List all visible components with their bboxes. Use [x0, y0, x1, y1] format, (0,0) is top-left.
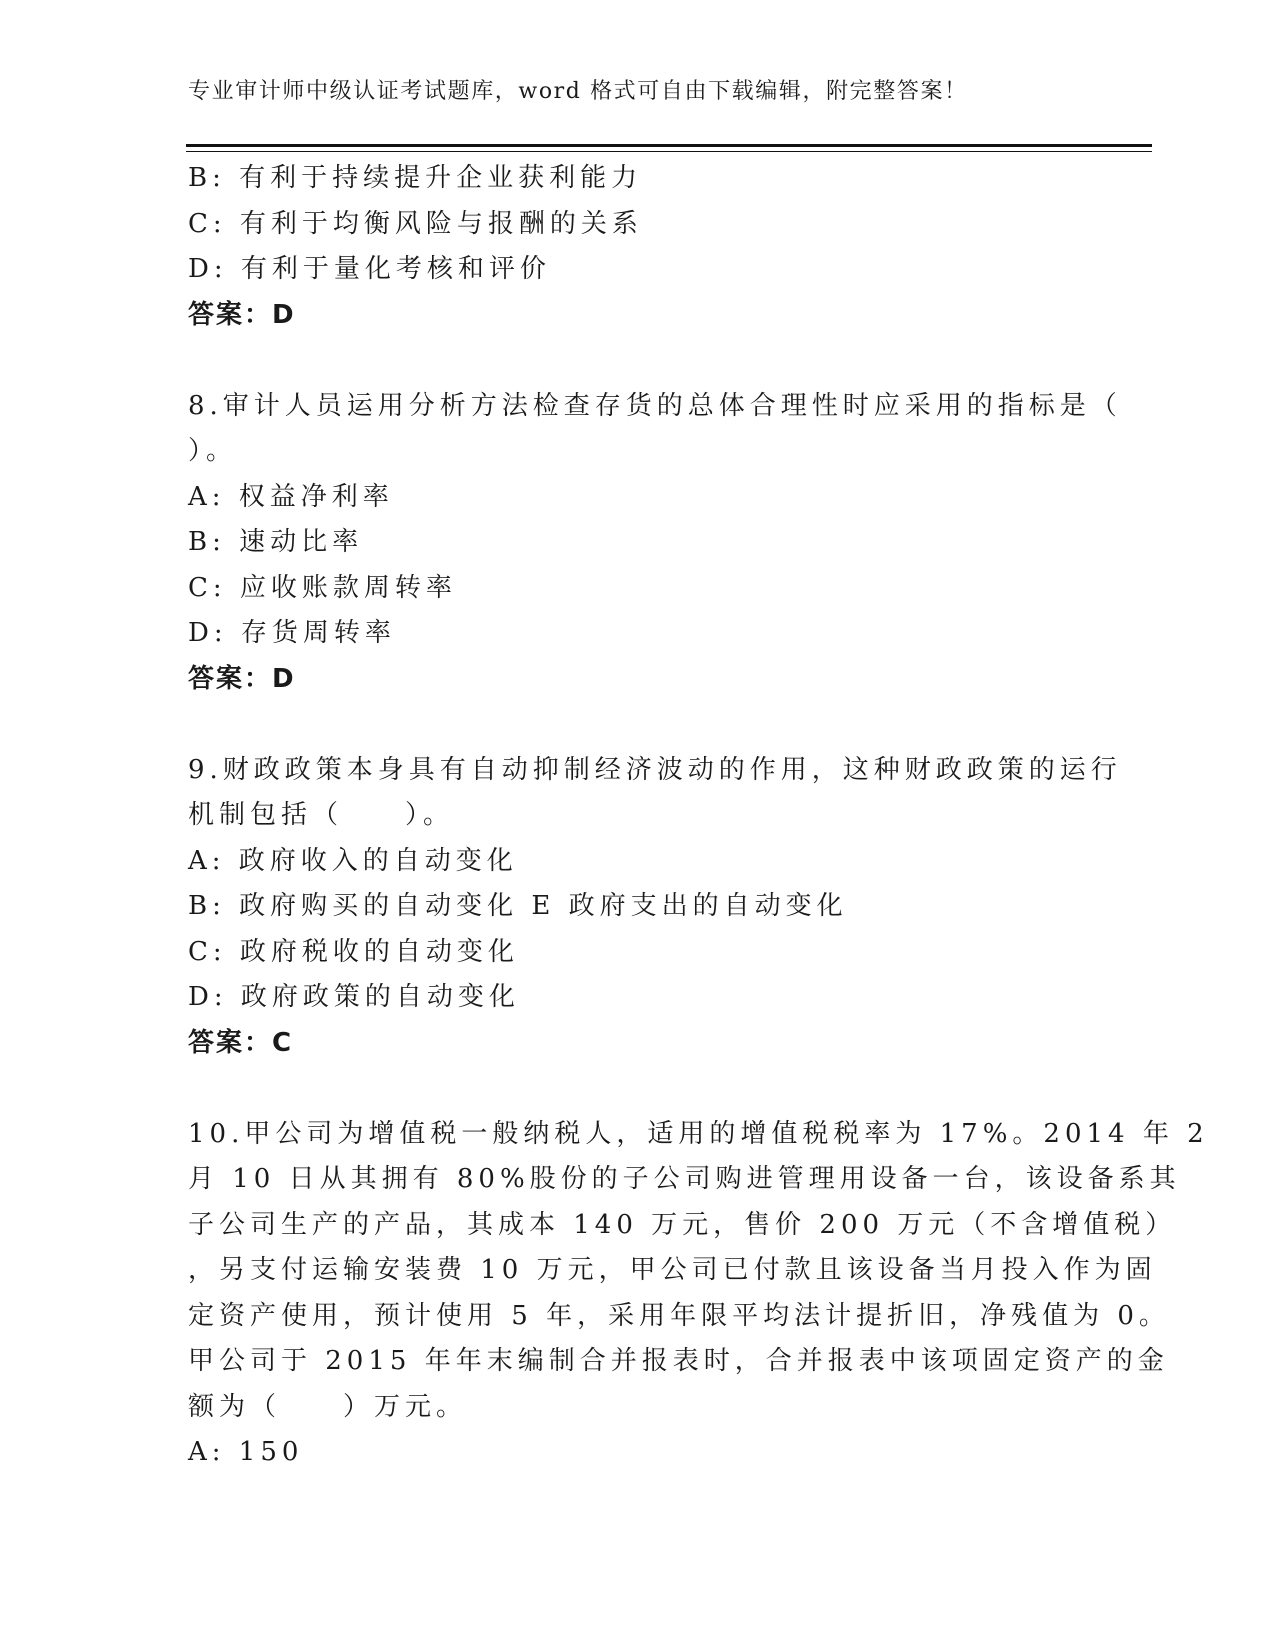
question-text-line: ，另支付运输安装费 10 万元，甲公司已付款且该设备当月投入作为固	[188, 1255, 1157, 1285]
question-block	[188, 156, 1088, 338]
question-text-line: 子公司生产的产品，其成本 140 万元，售价 200 万元（不含增值税）	[188, 1209, 1177, 1240]
option-c: C: 政府税收的自动变化	[188, 936, 519, 967]
question-text-line: 8.审计人员运用分析方法检查存货的总体合理性时应采用的指标是（	[188, 390, 1122, 421]
option-b: B: 速动比率	[188, 527, 364, 557]
option-d: D: 存货周转率	[188, 618, 396, 648]
option-a: A: 150	[188, 1437, 304, 1467]
option-d: D: 政府政策的自动变化	[188, 982, 520, 1012]
option-c: C: 应收账款周转率	[188, 572, 457, 603]
option-a: A: 政府收入的自动变化	[188, 845, 518, 876]
block-spacer	[188, 1066, 1088, 1112]
header-rule-thick	[186, 144, 1152, 147]
question-text-line: 机制包括（ ）。	[188, 800, 455, 830]
option-a: A: 权益净利率	[188, 481, 394, 512]
question-text-line: ）。	[188, 436, 238, 466]
question-text-line: 定资产使用，预计使用 5 年，采用年限平均法计提折旧，净残值为 0。	[188, 1300, 1170, 1331]
question-content	[188, 156, 1209, 1476]
block-spacer	[188, 702, 1088, 748]
answer-line: 答案：D	[188, 663, 296, 694]
question-block	[188, 1112, 1209, 1476]
option-d: D: 有利于量化考核和评价	[188, 254, 551, 284]
option-c: C: 有利于均衡风险与报酬的关系	[188, 208, 643, 239]
option-b: B: 政府购买的自动变化 E 政府支出的自动变化	[188, 891, 848, 921]
header-rule-thin	[186, 151, 1152, 152]
question-text-line: 10.甲公司为增值税一般纳税人，适用的增值税税率为 17%。2014 年 2	[188, 1118, 1209, 1149]
question-text-line: 额为（ ）万元。	[188, 1391, 468, 1422]
question-block	[188, 384, 1122, 703]
question-block	[188, 748, 1122, 1067]
option-b: B: 有利于持续提升企业获利能力	[188, 163, 643, 193]
answer-line: 答案：D	[188, 299, 296, 330]
question-text-line: 甲公司于 2015 年年末编制合并报表时，合并报表中该项固定资产的金	[188, 1346, 1169, 1376]
answer-line: 答案：C	[188, 1027, 294, 1058]
question-text-line: 9.财政政策本身具有自动抑制经济波动的作用，这种财政政策的运行	[188, 754, 1122, 785]
question-text-line: 月 10 日从其拥有 80%股份的子公司购进管理用设备一台，该设备系其	[188, 1164, 1181, 1194]
block-spacer	[188, 338, 1088, 384]
page-header: 专业审计师中级认证考试题库，word 格式可自由下载编辑，附完整答案！	[188, 79, 968, 104]
